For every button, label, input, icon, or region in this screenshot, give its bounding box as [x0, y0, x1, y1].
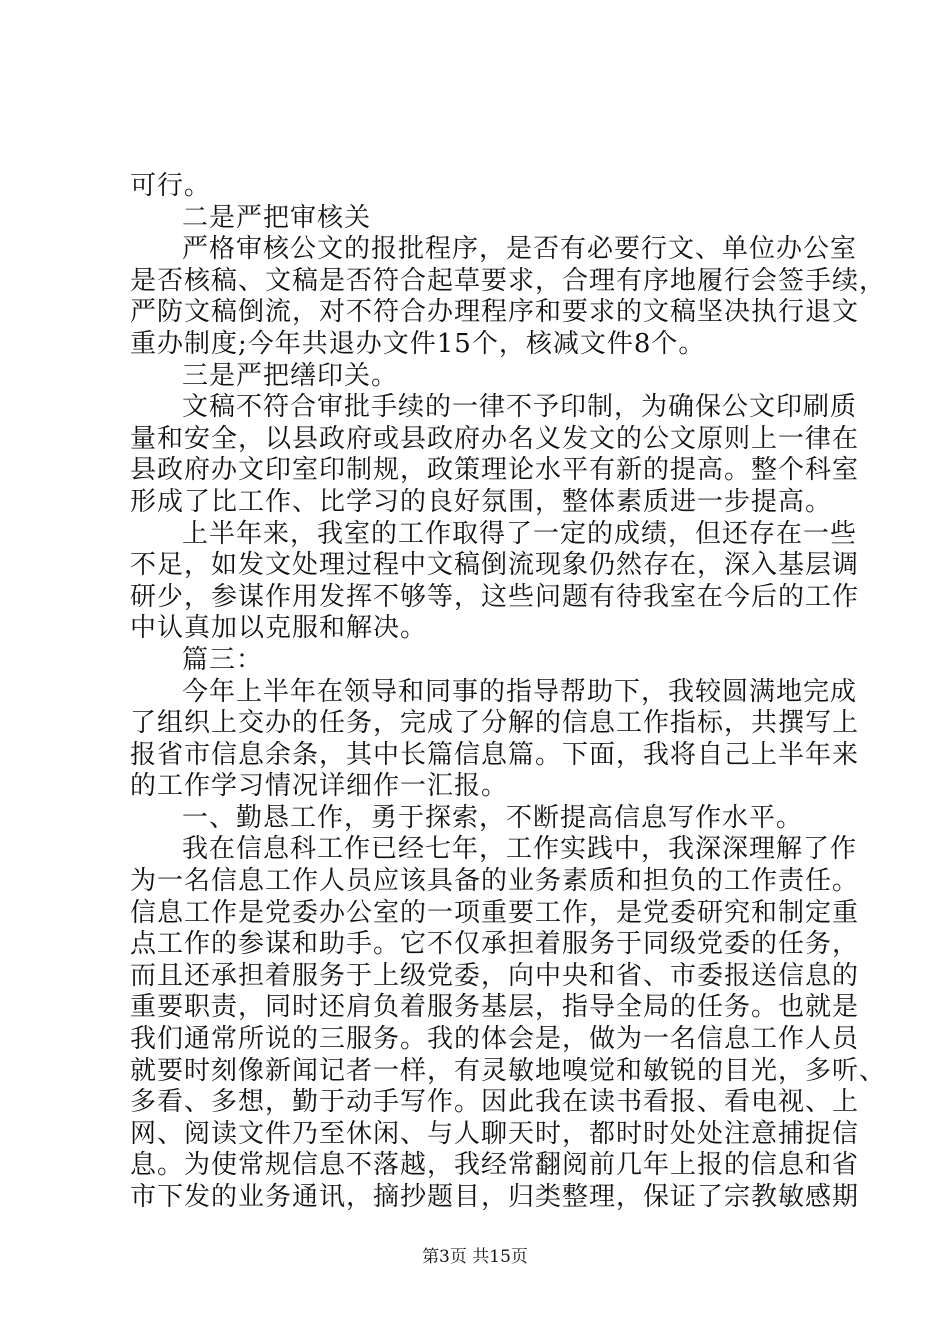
text-line: 严防文稿倒流，对不符合办理程序和要求的文稿坚决执行退文	[130, 297, 860, 328]
text-line: 网、阅读文件乃至休闲、与人聊天时，都时时处处注意捕捉信	[130, 1118, 860, 1149]
text-line: 三是严把缮印关。	[182, 360, 399, 391]
text-line: 是否核稿、文稿是否符合起草要求，合理有序地履行会签手续，	[130, 265, 887, 296]
page-footer: 第3页 共15页	[422, 1247, 528, 1267]
text-line: 重要职责，同时还肩负着服务基层，指导全局的任务。也就是	[130, 992, 860, 1023]
text-line: 可行。	[130, 171, 212, 201]
text-line: 信息工作是党委办公室的一项重要工作，是党委研究和制定重	[130, 897, 860, 928]
text-line: 报省市信息余条，其中长篇信息篇。下面，我将自己上半年来	[130, 739, 860, 770]
text-line: 为一名信息工作人员应该具备的业务素质和担负的工作责任。	[130, 866, 860, 897]
text-line: 今年上半年在领导和同事的指导帮助下，我较圆满地完成	[182, 676, 858, 707]
text-line: 严格审核公文的报批程序，是否有必要行文、单位办公室	[182, 234, 858, 265]
text-line: 重办制度;今年共退办文件15个，核减文件8个。	[130, 328, 706, 359]
text-line: 量和安全，以县政府或县政府办名义发文的公文原则上一律在	[130, 423, 860, 454]
text-line: 我们通常所说的三服务。我的体会是，做为一名信息工作人员	[130, 1024, 860, 1055]
text-line: 不足，如发文处理过程中文稿倒流现象仍然存在，深入基层调	[130, 550, 860, 581]
text-line: 中认真加以克服和解决。	[130, 613, 428, 644]
text-line: 一、勤恳工作，勇于探索，不断提高信息写作水平。	[182, 802, 804, 833]
text-line: 多看、多想，勤于动手写作。因此我在读书看报、看电视、上	[130, 1087, 860, 1118]
text-line: 的工作学习情况详细作一汇报。	[130, 771, 509, 802]
text-line: 息。为使常规信息不落越，我经常翻阅前几年上报的信息和省	[130, 1150, 860, 1181]
document-body	[130, 171, 887, 1214]
text-line: 研少，参谋作用发挥不够等，这些问题有待我室在今后的工作	[130, 581, 860, 612]
text-line: 市下发的业务通讯，摘抄题目，归类整理，保证了宗教敏感期	[130, 1182, 860, 1212]
text-line: 文稿不符合审批手续的一律不予印制，为确保公文印刷质	[182, 392, 858, 423]
text-line: 形成了比工作、比学习的良好氛围，整体素质进一步提高。	[130, 486, 833, 517]
text-line: 县政府办文印室印制规，政策理论水平有新的提高。整个科室	[130, 455, 860, 486]
text-line: 点工作的参谋和助手。它不仅承担着服务于同级党委的任务，	[130, 929, 860, 960]
text-line: 上半年来，我室的工作取得了一定的成绩，但还存在一些	[182, 518, 858, 549]
text-line: 了组织上交办的任务，完成了分解的信息工作指标，共撰写上	[130, 708, 860, 739]
text-line: 篇三：	[182, 644, 264, 675]
text-line: 就要时刻像新闻记者一样，有灵敏地嗅觉和敏锐的目光，多听、	[130, 1055, 887, 1086]
text-line: 二是严把审核关	[182, 202, 372, 233]
text-line: 我在信息科工作已经七年，工作实践中，我深深理解了作	[182, 834, 858, 865]
text-line: 而且还承担着服务于上级党委，向中央和省、市委报送信息的	[130, 960, 860, 991]
